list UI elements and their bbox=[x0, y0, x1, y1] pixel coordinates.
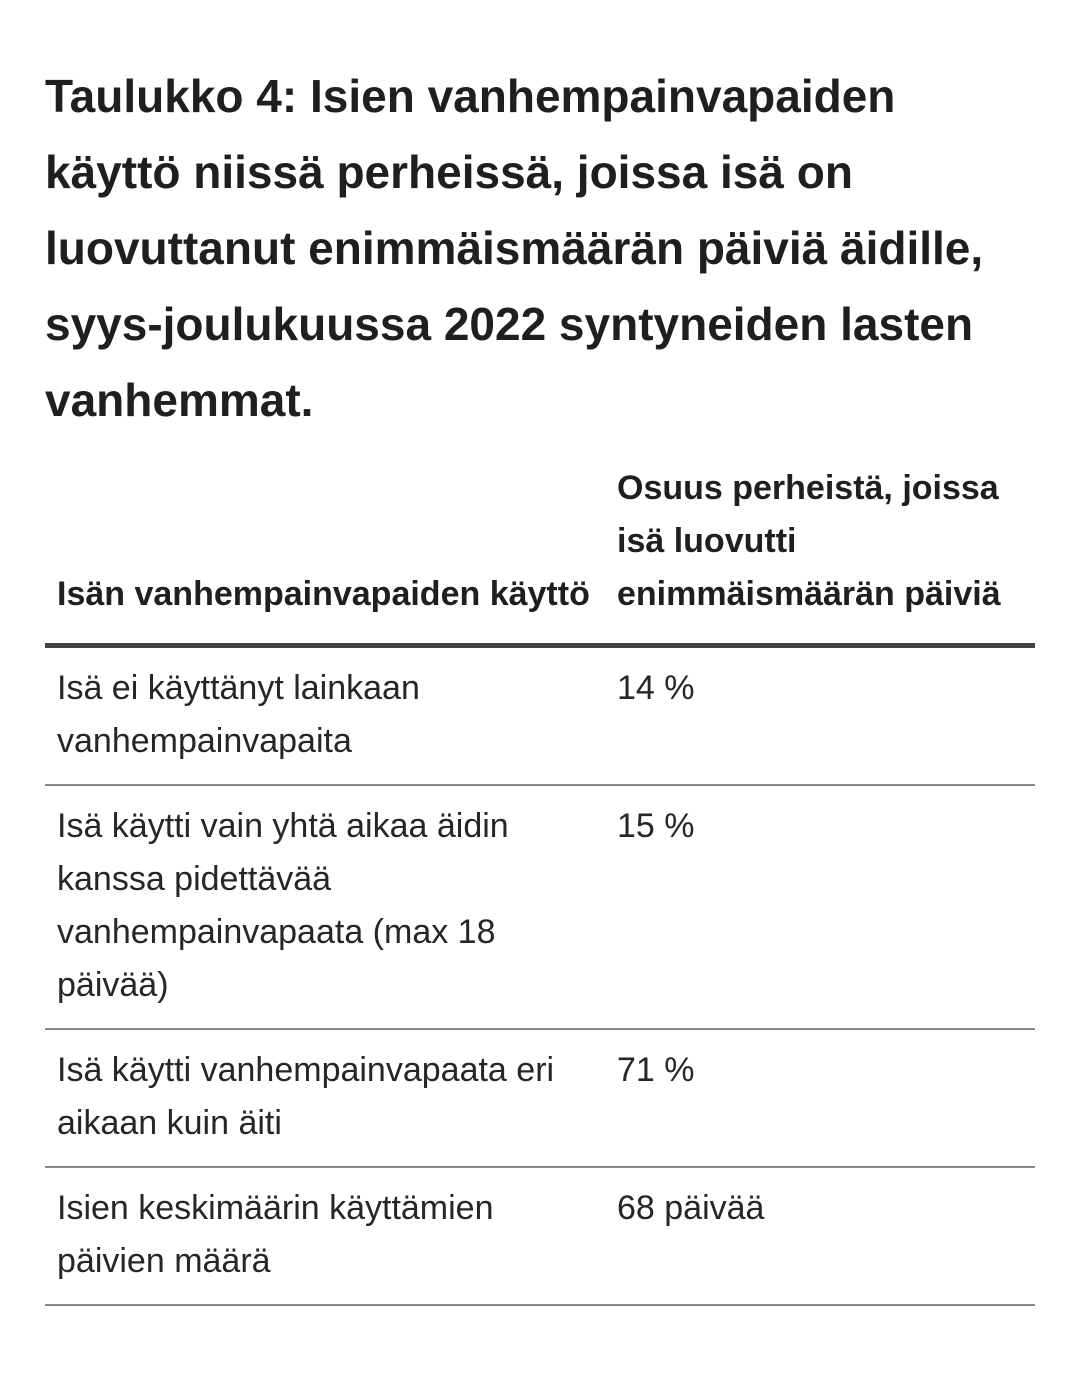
row-label: Isä ei käyttänyt lainkaan vanhempainvapaita bbox=[45, 646, 605, 786]
row-label: Isä käytti vanhempainvapaata eri aikaan kuin äiti bbox=[45, 1029, 605, 1167]
table-title: Taulukko 4: Isien vanhempainvapaiden käyttö niissä perheissä, joissa isä on luovuttanut enimmäismäärän päiviä äidille, syys-joulukuussa 2022 syntyneiden lasten vanhemmat. bbox=[45, 70, 984, 426]
table-row bbox=[45, 646, 1035, 786]
header-row bbox=[45, 462, 1035, 646]
row-label: Isä käytti vain yhtä aikaa äidin kanssa pidettävää vanhempainvapaata (max 18 päivää) bbox=[45, 785, 605, 1029]
row-value: 68 päivää bbox=[605, 1167, 1035, 1305]
table-row bbox=[45, 785, 1035, 1029]
data-table bbox=[45, 462, 1035, 1306]
row-value: 14 % bbox=[605, 646, 1035, 786]
table-row bbox=[45, 1029, 1035, 1167]
column-header-share: Osuus perheistä, joissa isä luovutti enimmäismäärän päiviä bbox=[605, 462, 1035, 646]
table-body bbox=[45, 646, 1035, 1306]
table-header bbox=[45, 462, 1035, 646]
row-label: Isien keskimäärin käyttämien päivien määrä bbox=[45, 1167, 605, 1305]
row-value: 15 % bbox=[605, 785, 1035, 1029]
table-row bbox=[45, 1167, 1035, 1305]
row-value: 71 % bbox=[605, 1029, 1035, 1167]
column-header-usage: Isän vanhempainvapaiden käyttö bbox=[45, 462, 605, 646]
